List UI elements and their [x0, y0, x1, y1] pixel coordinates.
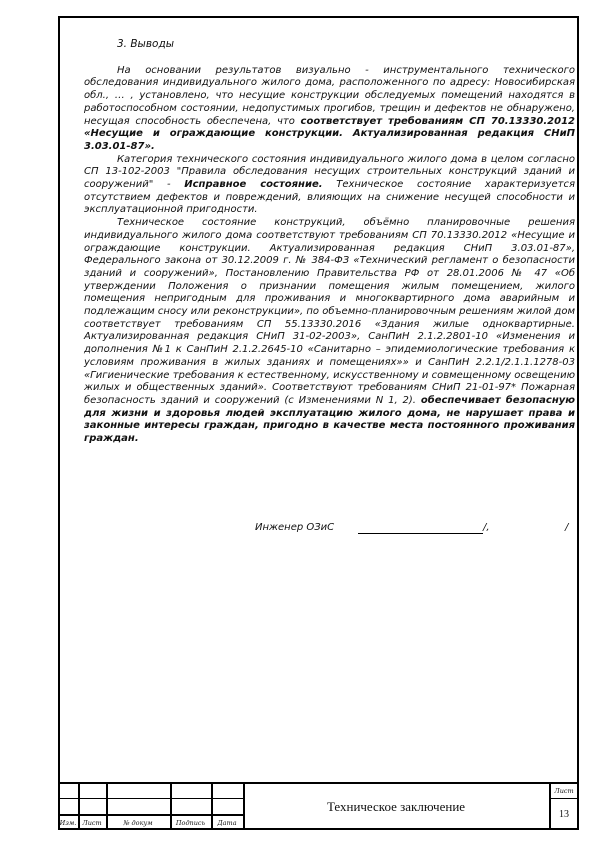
signature-line: [358, 533, 483, 534]
col-list: Лист: [82, 819, 102, 827]
grid-line: [58, 798, 243, 799]
col-izm: Изм.: [59, 819, 77, 827]
paragraph-3-emphasis: обеспечивает безопасную для жизни и здоровья людей эксплуатацию жилого дома, не нарушает права и законные интересы граждан, пригодно в качестве места постоянного проживания граждан.: [84, 394, 575, 445]
col-signature: Подпись: [175, 819, 206, 827]
paragraph-category: [84, 154, 575, 218]
signature-row: [255, 522, 575, 536]
paragraph-2-emphasis: Исправное состояние.: [184, 179, 323, 191]
document-title: Техническое заключение: [326, 799, 466, 814]
grid-line: [58, 814, 243, 816]
col-doc-number: № докум: [123, 819, 153, 827]
title-block: [58, 782, 579, 830]
sheet-number: 13: [559, 809, 569, 820]
paragraph-compliance: [84, 217, 575, 446]
paragraph-2-text-tail: Техническое состояние характеризуется отсутствием дефектов и повреждений, влияющих на снижение несущей способности и эксплуатационной пригодности.: [84, 179, 576, 216]
paragraph-1-emphasis: соответствует требованиям СП 70.13330.2012 «Несущие и ограждающие конструкции. Актуализированная редакция СНиП 3.03.01-87».: [84, 115, 576, 152]
section-heading: 3. Выводы: [117, 38, 175, 50]
paragraph-3-text: Техническое состояние конструкций, объёмно планировочные решения индивидуального жилого дома соответствуют требованиям СП 70.13330.2012 «Несущие и ограждающие конструкции. Актуализированная редакция СНиП 3.03.01-87», Федерального закона от 30.12.2009 г. № 384-ФЗ «Технический регламент о безопасности зданий и сооружений», Постановлению Правительства РФ от 28.01.2006 № 47 «Об утверждении Положения о признании помещения жилым помещением, жилого помещения непригодным для проживания и многоквартирного дома аварийным и подлежащим сносу или реконструкции», по объемно-планировочным решениям жилой дом соответствует требованиям СП 55.13330.2016 «Здания жилые одноквартирные. Актуализированная редакция СНиП 31-02-2003», СанПиН 2.1.2.2801-10 «Изменения и дополнения №1 к СанПиН 2.1.2.2645-10 «Санитарно – эпидемиологические требования к условиям проживания в жилых зданиях и помещениях»» и СанПиН 2.2.1/2.1.1.1278-03 «Гигиенические требования к естественному, искусственному и совмещенному освещению жилых и общественных зданий». Соответствуют требованиям СНиП 21-01-97* Пожарная безопасность зданий и сооружений (с Изменениями N 1, 2).: [84, 217, 576, 406]
paragraph-conclusion: [84, 65, 575, 154]
document-body: [84, 38, 575, 446]
signature-end-slash: /: [565, 522, 569, 533]
paragraph-2-text: Категория технического состояния индивидуального жилого дома в целом согласно СП 13-102-2003 "Правила обследования несущих строительных конструкций зданий и сооружений" -: [84, 153, 575, 191]
signature-separator: /,: [483, 522, 490, 533]
sheet-label: Лист: [554, 787, 574, 795]
paragraph-1-text: На основании результатов визуально - инструментального технического обследования индивидуального жилого дома, расположенного по адресу: Новосибирская обл., … , установлено, что несущие конструкции обследуемых помещений находятся в работоспособном состоянии, недопустимых прогибов, трещин и дефектов не обнаружено, несущая способность обеспечена, что: [84, 64, 575, 127]
grid-line: [549, 798, 579, 799]
col-date: Дата: [217, 819, 237, 827]
signer-role: Инженер ОЗиС: [255, 522, 335, 533]
title-block-top-border: [58, 782, 579, 784]
